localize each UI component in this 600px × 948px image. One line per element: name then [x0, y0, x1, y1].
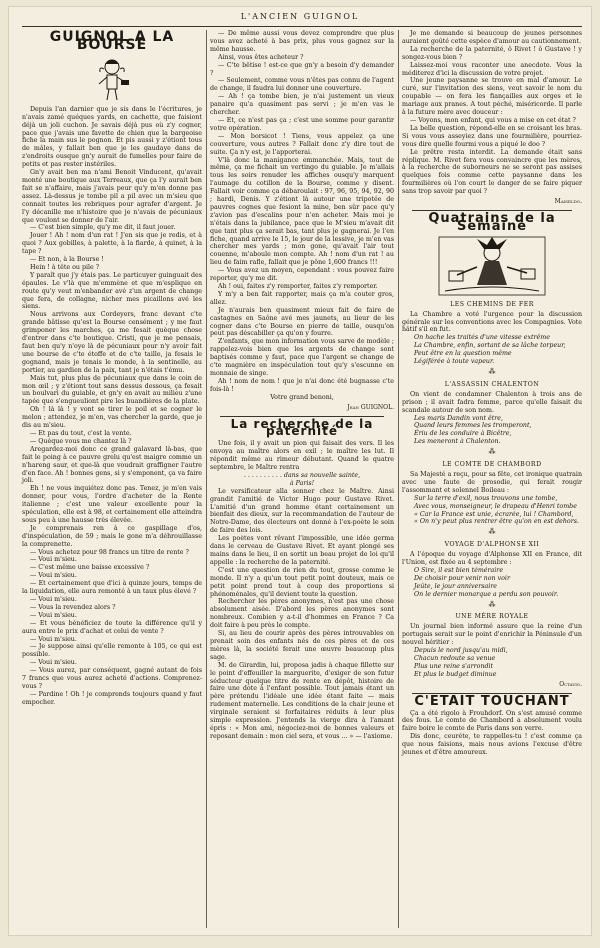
paragraph: — Et certainement que d'ici à quinze jours, temps de la liquidation, elle aura remonté à un taux plus élevé ?: [22, 580, 202, 596]
paragraph: — Voui m'sieu.: [30, 635, 77, 643]
paragraph: Jouer ! Ah ! nom d'un rat ! J'en sis que je redis, et à quoi ? Aux gobilles, à palette, à la fiarde, à quinet, à la tape ?: [22, 232, 202, 256]
paragraph: — De même aussi vous devez comprendre que plus vous avez acheté à bas prix, plus vous gagnez sur la même hausse.: [210, 30, 394, 53]
verse-line: Avec vous, monseigneur, le drapeau d'Henri tombe: [414, 502, 577, 510]
paragraph: La recherche de la paternité, ô Rivet ! ô Gustave ! y songez-vous bien ?: [402, 45, 582, 61]
verse-line: . . . . . . . . . . dans sa nouvelle sainte,: [243, 471, 361, 479]
column-rule-1: [206, 30, 207, 928]
guignol-jester-illustration: [437, 235, 547, 297]
verse-line: « Car la France est unie, écrarée, lui ! Chambord,: [414, 510, 574, 518]
verse-line: Légiférée à toute vapeur.: [414, 358, 495, 366]
verse-line: Plus une reine s'arrondit: [414, 662, 494, 670]
paragraph: Ainsi, vous êtes acheteur ?: [218, 53, 304, 61]
paragraph: Depuis l'an darnier que je sis dans le l'écritures, je n'avais zamé quéques yards, en cachette, que faisiont déjà un joli cuchon. Je savais déjà pus où z'y cogner, pace que j'avais une favette de chien que la bargeoise fiche la main sus le pognon. Et pis aussi y z'étiont tous de mâles, y fallait ben que je les gaudaye dans de z'endroits ousque gn'y aurait de fumelles pour faire de petits et pas rester instériles.: [22, 105, 202, 169]
column-1: [22, 30, 202, 930]
paragraph: Aregardez-moi donc ce grand galavard là-bas, que fait le poing à ce pauvre grelu qu'est maigre comme un n'hareng saur, et que-là que voudrait graffigner l'autre d'en face. Ah ! bonnes gens, si y s'emponent, ça va faire joli.: [22, 445, 202, 485]
paragraph: Ça a été rigolo à Frouhdorf. On s'est amusé comme des fous. Le comte de Chambord a absolument voulu faire boire le comte de Paris dans son verre.: [402, 709, 582, 733]
paragraph: Gn'y avait ben ma n'ami Benoit Vinducent, qu'avait monté une boutique aux Terreaux, que ça l'y aurait ben fait se n'affaire, mais j'avais peur qu'y m'en donne pas assez. Là-dessus je tombe pil a pil avec un m'sieu que connait toutes les rebriques pour agrafer d'argent. Je l'y décanille me n'histoire que je n'avais de pécuniaux que voulont se donner de l'air.: [22, 169, 202, 224]
section-heading: LE COMTE DE CHAMBORD: [442, 461, 542, 469]
verse-line: La Chambre, enfin, sortant de sa lâche torpeur,: [414, 342, 566, 350]
closing-line: Votre grand benoni,: [270, 393, 334, 401]
paragraph: Y m'y a ben fait rapporter, mais ça m'a couter gros, allez.: [210, 290, 394, 306]
paragraph: — Seulement, comme vous n'êtes pas connu de l'agent de change, il faudra lui donner une couverture.: [210, 77, 394, 93]
paragraph: Si, au lieu de courir après des pères introuvables on prenait soin des enfants nés de ces pères et de ces mères là, la société ferait une œuvre beaucoup plus sage.: [210, 630, 394, 661]
header-rule: [22, 26, 582, 27]
paragraph: Y paraît que j'y étais pas. Le particuyer guinguait des épaules. Le v'là que m'emmène et que m'esplique en route qu'y veut m'enbander avé z'un argent de change que fera, de collagne, nicher mes picaillons avé les siens.: [22, 271, 202, 311]
asterism-ornament: ⁂: [488, 448, 496, 457]
paragraph: Eh ! ne vous inquiétez donc pas. Tenez, je m'en vais donner, pour vous, l'ordre d'acheter de la Rente italienne ; c'est une valeur excellente pour la spéculation, elle est à 98, et certainement elle atteindra sous peu à une hausse très élevée.: [22, 485, 202, 524]
paragraph: — Vous achetez pour 98 francs un titre de rente ?: [30, 548, 189, 556]
paragraph: — Vous aurez, par conséquent, gagné autant de fois 7 francs que vous aurez acheté d'actions. Comprenez-vous ?: [22, 667, 202, 690]
paragraph: Je n'aurais ben quasiment mieux fait de faire de castagnes en Saône avé mes jaunets, au lieur de les cogner dans c'te Bourse en pierre de taille, ousqu'on peut pas déscabiller ça qu'on y fourre.: [210, 306, 394, 338]
paragraph: — C'est même une baisse excessive ?: [30, 564, 150, 572]
section-heading: LES CHEMINS DE FER: [450, 300, 534, 308]
paragraph: — Et vous bénéficiez de toute la différence qu'il y aura entre le prix d'achat et celui de vente ?: [22, 619, 202, 635]
paragraph: — Voui m'sieu.: [30, 556, 77, 564]
section-heading: VOYAGE D'ALPHONSE XII: [444, 541, 540, 549]
paragraph: Je me demande si beaucoup de jeunes personnes auraient goûté cette espèce d'amour au cautionnement.: [402, 30, 582, 45]
paragraph: — Quéque vous me chantez là ?: [30, 437, 132, 445]
paragraph: Ah ! oui, faites z'y remporter, faites z'y remporter.: [218, 283, 378, 290]
paragraph: Ah ! nom de nom ! que je n'ai donc été bugnasse c'te fois-là !: [210, 377, 394, 393]
column-rule-2: [398, 30, 399, 928]
paragraph: — Je suppose ainsi qu'elle remonte à 105, ce qui est possible.: [22, 643, 202, 659]
paragraph: Rechercher les pères anonymes, n'est pas une chose absolument aisée. D'abord les pères anonymes sont nombreux. Combien y a-t-il d'hommes en France ? Ca doit faire à peu près le compte.: [210, 598, 394, 630]
article-title-recherche: La recherche de la paternité: [230, 416, 374, 439]
verse-line: Quand leurs femmes les tromperont,: [414, 422, 532, 430]
verse-line: Peut être en la question même: [414, 350, 512, 358]
article-title-quatrains: Quatrains de la Semaine: [428, 210, 556, 234]
signature-octavio: Octavio.: [559, 680, 582, 688]
asterism-ornament: ⁂: [488, 368, 496, 376]
paragraph: Laissez-moi vous raconter une anecdote. Vous la méditerez d'ici la discussion de votre projet.: [402, 61, 582, 77]
verse-line: On hache les traités d'une vitesse extrême: [414, 334, 550, 342]
verse-line: Chacun redoute sa venue: [414, 655, 496, 662]
paragraph: — Vous avez un moyen, cependant : vous pouvez faire reporter, qu'y me dit.: [210, 267, 394, 283]
guignol-figure-illustration: [91, 54, 133, 104]
paragraph: — C'est bien simple, qu'y me dit, il faut jouer.: [30, 224, 176, 232]
paragraph: Le prêtre resta interdit. La demande était sans réplique. M. Rivet fera vous convaincre que les mères, à la recherche de suborneurs ne se seront pas assises quelques fois comme cette paysanne dans les fourmilières où l'on court le danger de se faire piquer sans trop savoir par quoi ?: [402, 148, 582, 196]
paragraph: Sa Majesté a reçu, pour sa fête, cet ironique quatrain avec une faute de prosodie, qui ferait rougir l'assommant et solennel Boileau :: [402, 470, 582, 494]
paragraph: Une fois, il y avait un pion qui faisait des vers. Il les envoya au maître alors en exil ; le maître les lut. Il répondit même au rimeur débutant. Quand le quatre septembre, le Maître rentra: [210, 440, 394, 472]
paragraph: — Voui m'sieu.: [30, 596, 77, 603]
paragraph: M. de Girardin, lui, proposa jadis à chaque fillette sur le point d'effeuiller la marguerite, d'exiger de son futur séducteur quelque titre de rente en dépôt, histoire de faire une dote à l'enfant possible. Tout jamais étant un père prétendu l'idéale une idée étant faite — mais rudement maternelle. Les conditions de la chair jeune et virginale seraient si forfaitaires réduits à leur plus simple expression. J'entends la vierge dira à l'amant épris : « Mon ami, négociez-moi de bonnes valeurs et reposant demain : mon ciel sera, et vous ... » — l'axiome.: [210, 661, 394, 740]
paragraph: Le versificateur alla sonner chez le Maître. Ainsi grandit l'amitié de Victor Hugo pour Gustave Rivet. L'amitié d'un grand homme étant certainement un bienfait des dieux, sur la recommandation de l'auteur de Notre-Dame, des électeurs ont donné à l'ex-poète le soin de faire des lois.: [210, 487, 394, 535]
signature-maiseldo: Maiseldo.: [554, 198, 582, 206]
asterism-ornament: ⁂: [488, 600, 496, 609]
paragraph: La Chambre a voté l'urgence pour la discussion générale sur les conventions avec les Compagnies. Vote hâtif s'il en fut.: [402, 310, 582, 334]
verse-line: à Paris!: [289, 479, 315, 487]
verse-line: De choisir pour venir non voir: [414, 574, 510, 582]
paragraph: — Ah ! ça tombe bien, je n'ai justement un vieux panaire qu'a quasiment pas servi ; je m'en vas le chercher.: [210, 93, 394, 117]
article-title-touchant: C'ETAIT TOUCHANT: [414, 693, 570, 709]
paragraph: Une jeune paysanne se trouve en mal d'amour. Le curé, sur l'invitation des siens, veut savoir le nom du coupable — on fera les fiançailles aux orges et le mariage aux pranes. A tout péché, miséricorde. Il parle à la future mère avec douceur :: [402, 77, 582, 117]
paragraph: C'est une question de rien du tout, grosse comme le monde. Il n'y a qu'un tout petit point douteux, mais ce petit point prend tout à coup des proportions si phénoménales, qu'il devient toute la question.: [210, 566, 394, 598]
paragraph: On vient de condamner Chalenton à trois ans de prison ; il avait fadra femme, parce qu'elle faisait du scandale autour de son nom.: [402, 390, 582, 414]
paragraph: Hein ! à tête ou pile ?: [30, 263, 100, 271]
verse-line: « On n'y peut plus rentrer être qu'on en est dehors.: [414, 518, 579, 526]
guignol-article-body: [22, 106, 202, 707]
paragraph: — Mon borsicot ! Tiens, vous appelez ça une couverture, vous autres ? Fallait donc z'y dire tout de suite. Ça n'y est, je l'apporterai.: [210, 132, 394, 156]
verse-line: O Sire, il est bien téméraire: [414, 566, 504, 574]
paragraph: — Pardine ! Oh ! je comprends toujours quand y faut empocher.: [22, 690, 202, 706]
paragraph: Oh ! là là ! y vont se tirer le poil et se cogner le melon ; attendez, je m'en, vas chercher la garde, que je dis au m'sieu.: [22, 406, 202, 430]
verse-line: Depuis le nord jusqu'au midi,: [414, 647, 508, 655]
verse-line: Les meneront à Chalenton.: [414, 438, 501, 446]
paragraph: V'là donc la manigance emmanchée. Mais, tout de même, ça me fichait un vertingo du guiable. Je m'allais tous les soirs renuder les affiches ousqu'y marquent l'aumage du cotillon de la Bourse, comme y disent. Fallait voir comme ça débaroulait : 97, 96, 95, 94, 92, 90 ; hardi, Denis. Y z'étiont là autour une tripotée de pauvres cognes que fesiont la mine, ben sûr pace qu'y z'avion pas d'escalins pour n'en acheter. Mais moi je n'étais dans la jubilance, pace que le M'sieu m'avait dit que tant plus ça serait bas, tant plus je gagnerai. Je l'en fiche, quand arrive le 15, le jour de la lessive, je m'en vas chercher mes yards ; mon gone, qu'avait l'air tout couenne, m'aboule mon compte. Ah ! nom d'un rat ! au lieu de faim rafle, fallait que je pône 1,600 francs !!!: [210, 156, 394, 267]
paragraph: La belle question, répond-elle en se croisant les bras. Si vous vous asseyiez dans une fourmilière, pourriez-vous dire quelle fourmi vous a piqué le doo ?: [402, 124, 582, 148]
verse-line: On le dernier monarque a perdu son pouvoir.: [414, 590, 559, 598]
paragraph: Dis donc, ceuréte, te rappelles-tu ! c'est comme ça que nous faisions, mais nous avions l'excuse d'être jeunes et d'être amoureux.: [402, 733, 582, 757]
paragraph: — Voui m'sieu.: [30, 611, 77, 619]
paragraph: Mais tut, plus plus de pécuniaux que dans le coin de mon œil ; y z'étiont tout sans dessus dessous, ça fesait un boulvari du guiable, et gn'y en avait au milieu z'une tapée que s'engueuliont pire les buandières de la plate.: [22, 374, 202, 406]
paragraph: — Voui m'sieu.: [30, 572, 77, 580]
verse-line: Les maris Dandin vont être,: [414, 414, 504, 422]
column-2: [210, 30, 394, 930]
paragraph: Je comprenais ren à ce gaspillage d'os, d'inspéculation, de 59 ; mais le gone m'a déhrouillasse la comprenette.: [22, 524, 202, 548]
verse-line: Jeûte, le jour anniversaire: [414, 582, 498, 590]
paragraph: Z'enfants, que mon information vous sarve de modèle ; rappelez-vois bien que les argents de change sont baptisés comme y faut, pace que l'argent se change de c'te magnière en inspéculation tout qu'y s'escunne en monnaie de singe.: [210, 338, 394, 377]
paragraph: — C'te bêtise ! est-ce que gn'y a besoin d'y demander ?: [210, 61, 394, 77]
paragraph: — Et, ce n'est pas ça ; c'est une somme pour garantir votre opération.: [210, 116, 394, 132]
verse-line: Sur la terre d'exil, nous trouvons une tombe,: [414, 494, 558, 502]
paragraph: — Voui m'sieu.: [30, 659, 77, 667]
paragraph: A l'époque du voyage d'Alphonse XII en France, dit l'Union, est fixée au 4 septembre :: [402, 551, 582, 567]
newspaper-page: [8, 6, 592, 936]
asterism-ornament: ⁂: [488, 528, 496, 537]
paragraph: — Et non, à la Bourse !: [30, 256, 104, 264]
article-title-guignol: GUIGNOL A LA BOURSE: [49, 29, 175, 53]
signature-jean-guignol: Jean GUIGNOL.: [347, 403, 394, 411]
paragraph: Nous arrivons aux Cordeyers, franc devant c'te grande bâtisse qu'est la Bourse censément ; y me faut grimponer les marches, ça me fesait quèque chose d'entrer dans c'te boutique. Cristi, que je me pensais, faut ben qu'y n'oye là de pécuniaux pour n'y avoir fait une bourse de c'te étoffe et de c'te taille, ja fesais le gognand, mais je tenais le monde, à la sentinelle, au portier, au gardien de la paix, tant je n'étais t'ému.: [22, 311, 202, 374]
running-title: L'ANCIEN GUIGNOL: [240, 12, 360, 21]
section-heading: L'ASSASSIN CHALENTON: [444, 380, 540, 388]
paragraph: — Et pas du tout, c'est la vente.: [30, 429, 132, 437]
paragraph: — Voyons, mon enfant, qui vous a mise en cet état ?: [410, 116, 576, 124]
column-3: [402, 30, 582, 930]
verse-line: Et plus le budget diminue: [414, 670, 497, 678]
paragraph: Les poètes vont rêvant l'impossible, une idée germa dans le cerveau de Gustave Rivet. Et ayant plongé ses mains dans le lieu, il en sortit un beau projet de loi qu'il appelle : la recherche de la paternité.: [210, 535, 394, 566]
paragraph: Un journal bien informé assure que la reine d'un portugais serait sur le point d'enrichir la Péninsule d'un nouvel héritier :: [402, 623, 582, 647]
paragraph: — Vous la revendez alors ?: [30, 603, 116, 611]
section-heading: UNE MÈRE ROYALE: [455, 613, 529, 621]
verse-line: Ériu de les conduire à Bicêtre,: [414, 430, 512, 438]
